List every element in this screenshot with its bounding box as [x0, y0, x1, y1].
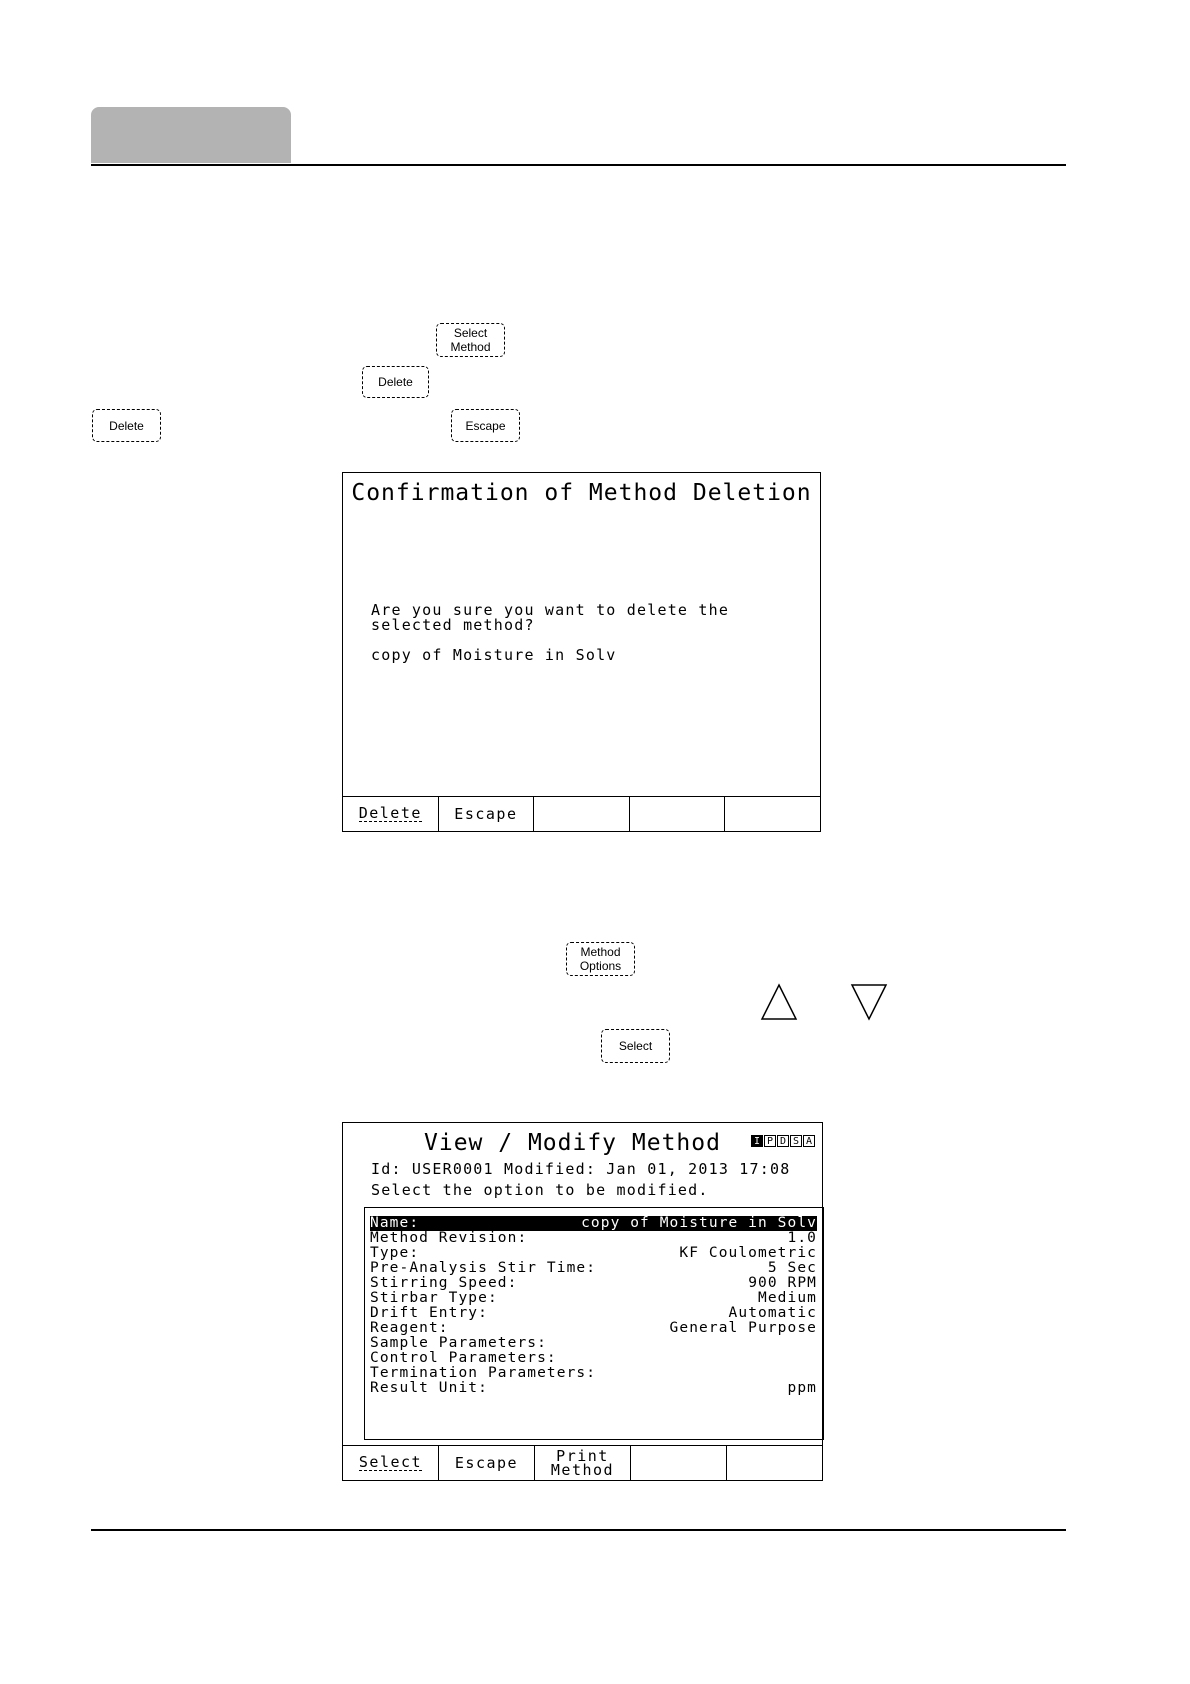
mode-indicator-i: I — [751, 1135, 763, 1147]
softkey-bar — [343, 796, 820, 831]
select-method-key[interactable]: Select Method — [436, 323, 505, 357]
screen-title: View / Modify Method — [424, 1130, 721, 1156]
option-row-method-revision[interactable]: Method Revision: 1.0 — [370, 1230, 817, 1246]
mode-indicator-s: S — [790, 1135, 802, 1147]
options-list — [364, 1207, 824, 1440]
delete-key-2[interactable]: Delete — [92, 409, 161, 442]
select-key[interactable]: Select — [601, 1029, 670, 1063]
softkey-empty-3[interactable] — [534, 797, 630, 831]
option-row-result-unit[interactable]: Result Unit: ppm — [370, 1380, 817, 1396]
softkey-escape[interactable]: Escape — [439, 797, 535, 831]
mode-indicator-p: P — [764, 1135, 776, 1147]
method-options-key[interactable]: Method Options — [566, 942, 635, 976]
mode-indicator-a: A — [803, 1135, 815, 1147]
option-row-termination-parameters[interactable]: Termination Parameters: — [370, 1365, 597, 1381]
softkey-select[interactable]: Select — [343, 1446, 439, 1480]
option-row-reagent[interactable]: Reagent: General Purpose — [370, 1320, 817, 1336]
header-rule — [91, 164, 1066, 166]
confirmation-screen — [342, 472, 821, 832]
softkey-delete[interactable]: Delete — [343, 797, 439, 831]
escape-key[interactable]: Escape — [451, 409, 520, 442]
option-row-type[interactable]: Type: KF Coulometric — [370, 1245, 817, 1261]
softkey-empty-4[interactable] — [631, 1446, 727, 1480]
footer-rule — [91, 1529, 1066, 1531]
id-line: Id: USER0001 Modified: Jan 01, 2013 17:08 — [371, 1160, 791, 1178]
option-row-stirring-speed[interactable]: Stirring Speed: 900 RPM — [370, 1275, 817, 1291]
softkey-empty-5[interactable] — [725, 797, 820, 831]
confirmation-message-line2: selected method? — [371, 616, 535, 634]
softkey-bar — [343, 1445, 822, 1480]
option-row-drift-entry[interactable]: Drift Entry: Automatic — [370, 1305, 817, 1321]
delete-key[interactable]: Delete — [362, 366, 429, 398]
method-name: copy of Moisture in Solv — [371, 646, 617, 664]
up-arrow-icon[interactable] — [760, 983, 798, 1021]
down-arrow-icon[interactable] — [850, 983, 888, 1021]
option-row-sample-parameters[interactable]: Sample Parameters: — [370, 1335, 547, 1351]
mode-indicators — [751, 1135, 815, 1147]
softkey-print-method[interactable]: Print Method — [535, 1446, 631, 1480]
instruction-text: Select the option to be modified. — [371, 1181, 709, 1199]
mode-indicator-d: D — [777, 1135, 789, 1147]
option-row-control-parameters[interactable]: Control Parameters: — [370, 1350, 557, 1366]
option-row-stir-time[interactable]: Pre-Analysis Stir Time: 5 Sec — [370, 1260, 817, 1276]
header-tab — [91, 107, 291, 163]
confirmation-message-line1: Are you sure you want to delete the — [371, 601, 730, 619]
screen-title: Confirmation of Method Deletion — [351, 480, 812, 506]
view-modify-screen — [342, 1122, 823, 1481]
softkey-escape[interactable]: Escape — [439, 1446, 535, 1480]
softkey-empty-5[interactable] — [727, 1446, 822, 1480]
softkey-empty-4[interactable] — [630, 797, 726, 831]
option-row-name[interactable]: Name: copy of Moisture in Solv — [370, 1215, 817, 1231]
option-row-stirbar-type[interactable]: Stirbar Type: Medium — [370, 1290, 817, 1306]
